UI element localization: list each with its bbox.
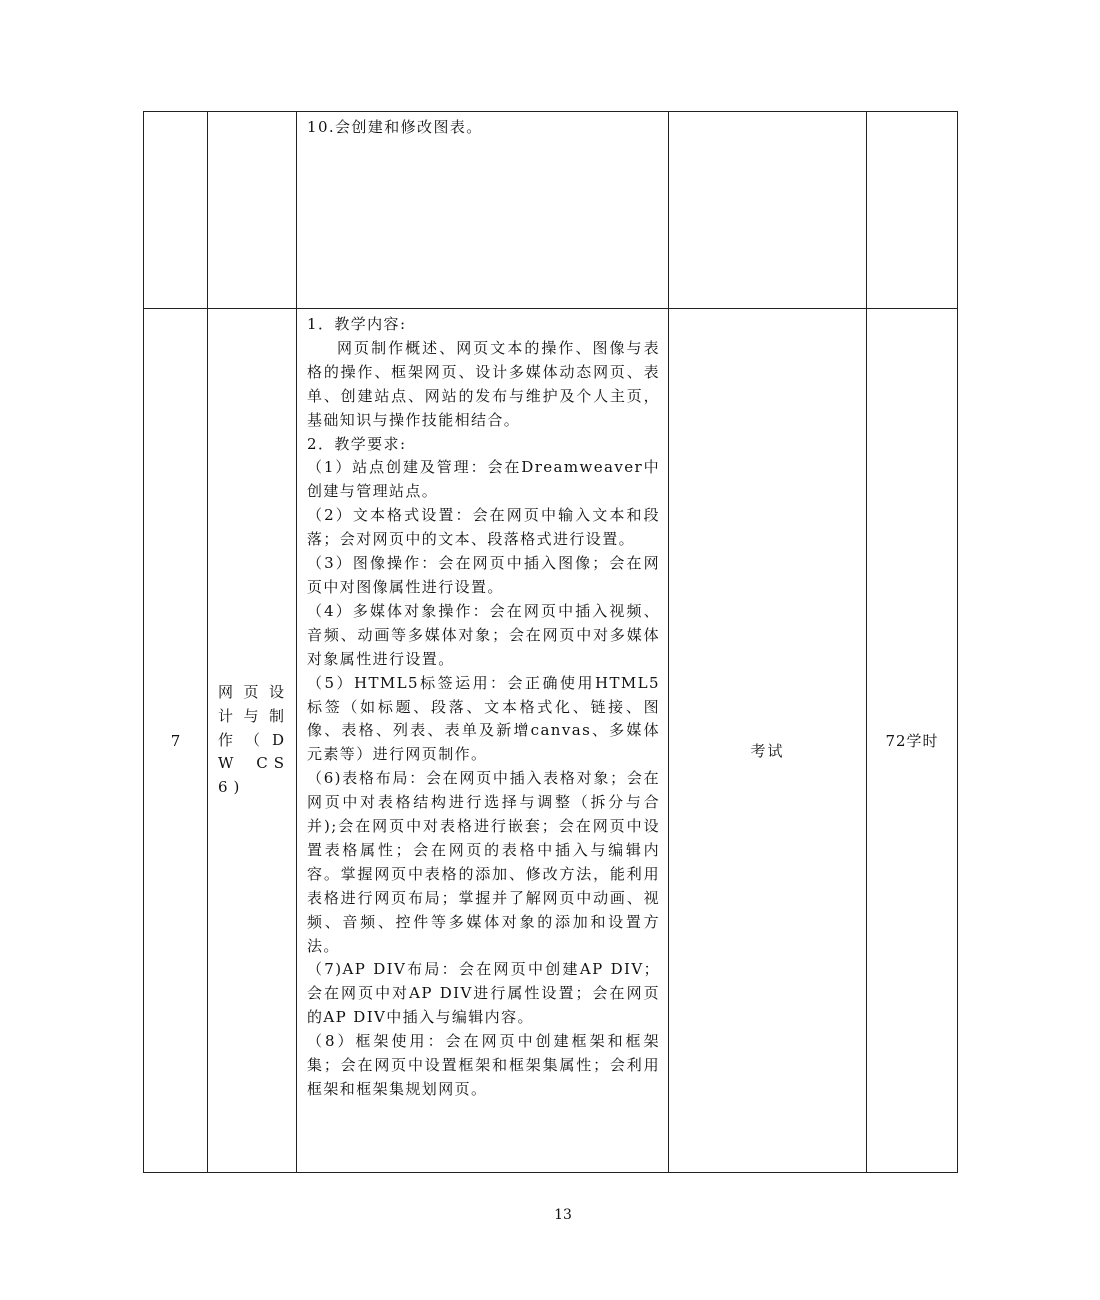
content-text: [297, 309, 668, 1102]
hours-cell: [867, 112, 958, 309]
number-cell: [144, 309, 208, 1173]
syllabus-table: [143, 111, 958, 1173]
number-cell: [144, 112, 208, 309]
requirement-item: （2）文本格式设置：会在网页中输入文本和段落；会对网页中的文本、段落格式进行设置。: [307, 506, 660, 549]
assessment-cell: [669, 309, 867, 1173]
class-hours: 72学时: [885, 732, 939, 750]
requirement-item: （5）HTML5标签运用：会正确使用HTML5标签（如标题、段落、文本格式化、链接、图像、表格、列表、表单及新增canvas、多媒体元素等）进行网页制作。: [307, 673, 660, 764]
table-row-course-7: [144, 309, 958, 1173]
content-line: 10.会创建和修改图表。: [307, 118, 483, 136]
requirement-item: （8）框架使用：会在网页中创建框架和框架集；会在网页中设置框架和框架集属性；会利用框架和框架集规划网页。: [307, 1032, 660, 1098]
assessment-cell: [669, 112, 867, 309]
assessment-method: 考试: [750, 742, 785, 760]
table-row-continuation: [144, 112, 958, 309]
requirement-item: （7)AP DIV布局：会在网页中创建AP DIV；会在网页中对AP DIV进行属性设置；会在网页的AP DIV中插入与编辑内容。: [307, 960, 660, 1027]
requirement-item: （6)表格布局：会在网页中插入表格对象；会在网页中对表格结构进行选择与调整（拆分与合并);会在网页中对表格进行嵌套；会在网页中设置表格属性；会在网页的表格中插入与编辑内容。掌握网页中表格的添加、修改方法，能利用表格进行网页布局；掌握并了解网页中动画、视频、音频、控件等多媒体对象的添加和设置方法。: [307, 769, 660, 955]
content-text: [297, 112, 668, 140]
requirement-item: （1）站点创建及管理：会在Dreamweaver中创建与管理站点。: [307, 458, 660, 501]
content-heading: 2．教学要求:: [307, 434, 407, 453]
requirement-item: （4）多媒体对象操作：会在网页中插入视频、音频、动画等多媒体对象；会在网页中对多媒体对象属性进行设置。: [307, 601, 660, 668]
content-cell: [297, 112, 669, 309]
course-name: 网页设计与制作（DW CS6): [218, 682, 290, 797]
content-cell: [297, 309, 669, 1173]
content-heading: 1．教学内容:: [307, 315, 407, 333]
course-number: 7: [170, 731, 181, 750]
course-name-cell: [208, 309, 297, 1173]
page-number: 13: [554, 1207, 572, 1223]
hours-cell: [867, 309, 958, 1173]
content-paragraph: 网页制作概述、网页文本的操作、图像与表格的操作、框架网页、设计多媒体动态网页、表单、创建站点、网站的发布与维护及个人主页，基础知识与操作技能相结合。: [307, 338, 660, 429]
requirement-item: （3）图像操作：会在网页中插入图像；会在网页中对图像属性进行设置。: [307, 554, 660, 596]
course-name-cell: [208, 112, 297, 309]
